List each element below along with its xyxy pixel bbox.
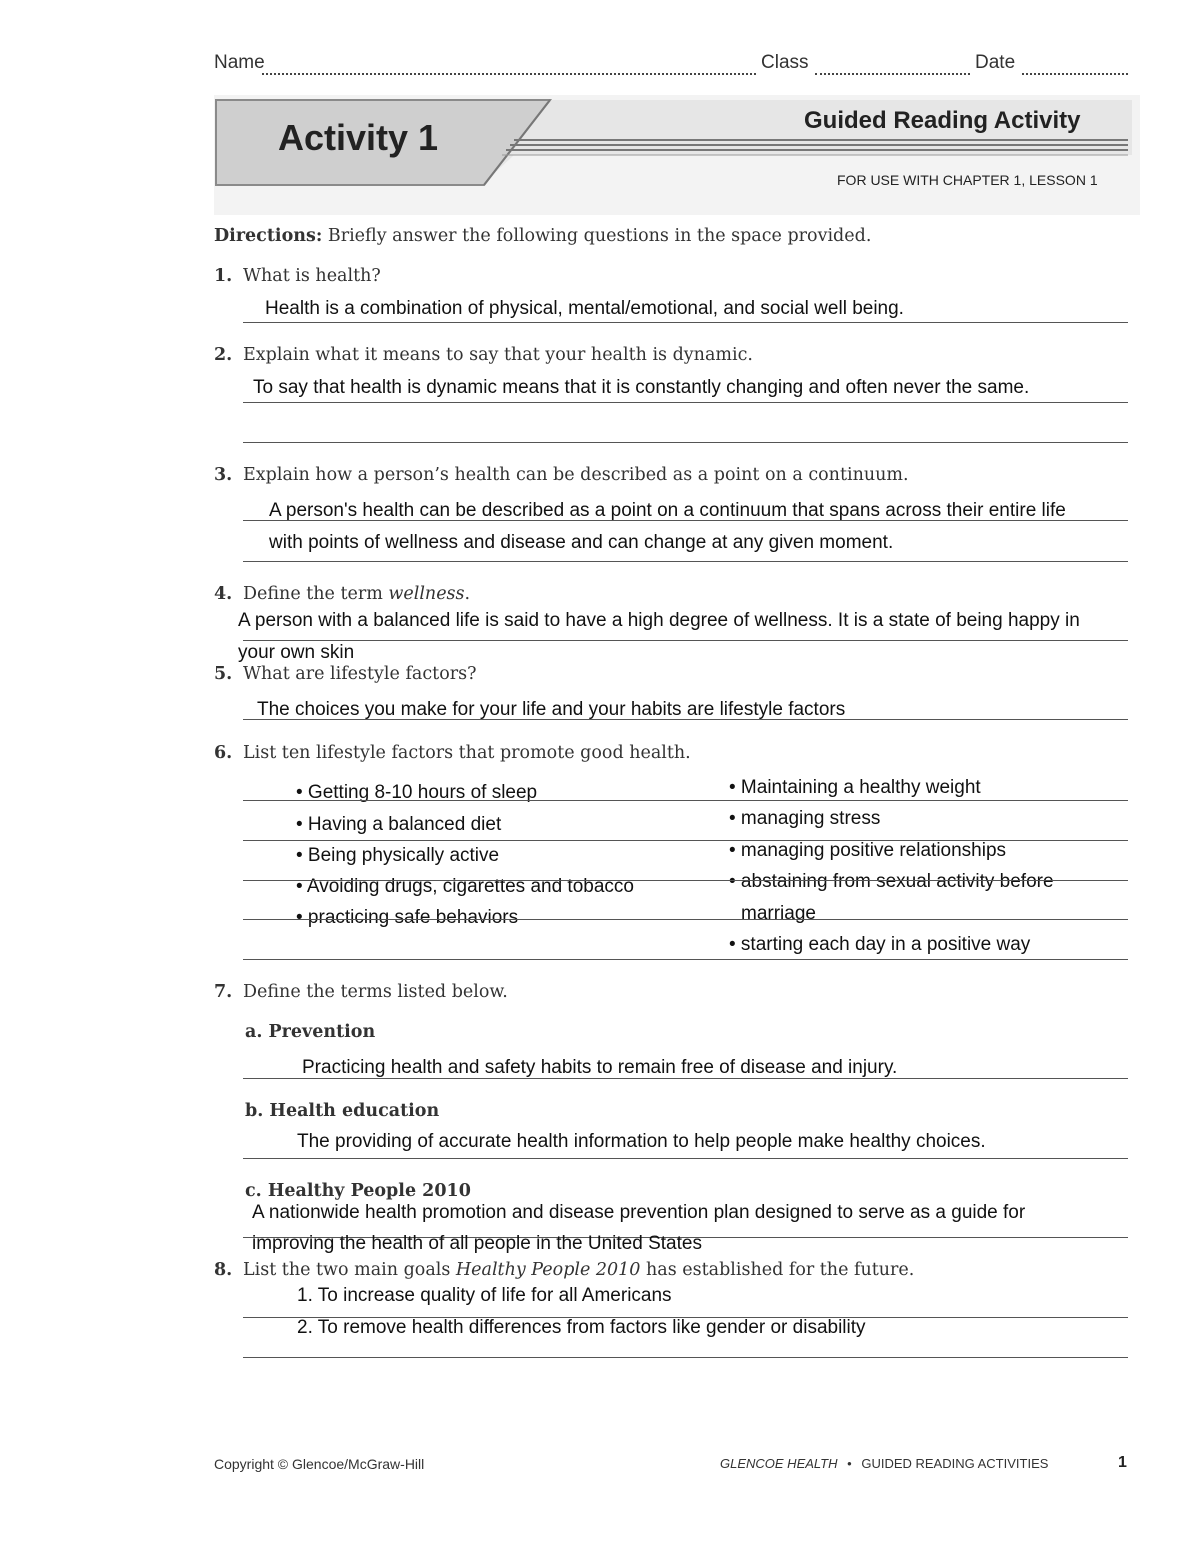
- question-number: 8.: [214, 1260, 233, 1280]
- answer-4-line-1[interactable]: A person with a balanced life is said to have a high degree of wellness. It is a state of being happy in: [238, 610, 1080, 631]
- date-label: Date: [975, 52, 1016, 73]
- directions: [214, 226, 871, 246]
- question-text: What is health?: [243, 266, 381, 286]
- answer-line: [243, 402, 1128, 403]
- question-text: Explain how a person’s health can be described as a point on a continuum.: [243, 465, 909, 485]
- name-label: Name: [214, 52, 265, 73]
- question-number: 7.: [214, 982, 233, 1002]
- copyright-notice: Copyright © Glencoe/McGraw-Hill: [214, 1456, 425, 1472]
- name-field[interactable]: [262, 73, 756, 75]
- answer-3-line-2[interactable]: with points of wellness and disease and can change at any given moment.: [269, 532, 894, 553]
- term-prevention-label: a. Prevention: [245, 1022, 376, 1042]
- answer-line: [243, 520, 1128, 521]
- answer-7c-line-2[interactable]: improving the health of all people in the United States: [252, 1233, 702, 1254]
- answer-line: [243, 1357, 1128, 1358]
- question-text-end: has established for the future.: [640, 1260, 915, 1280]
- question-number: 5.: [214, 664, 233, 684]
- answer-2[interactable]: To say that health is dynamic means that it is constantly changing and often never the same.: [253, 377, 1030, 398]
- question-number: 1.: [214, 266, 233, 286]
- answer-line: [243, 561, 1128, 562]
- question-text: Define the terms listed below.: [243, 982, 508, 1002]
- answer-8-goal-2[interactable]: 2. To remove health differences from factors like gender or disability: [297, 1317, 866, 1338]
- answer-line: [243, 919, 1128, 920]
- answer-7c-line-1[interactable]: A nationwide health promotion and disease prevention plan designed to serve as a guide for: [252, 1202, 1026, 1223]
- question-1: [214, 266, 381, 286]
- answer-line: [243, 442, 1128, 443]
- footer-bullet: •: [847, 1456, 852, 1471]
- question-text: Explain what it means to say that your health is dynamic.: [243, 345, 753, 365]
- question-2: [214, 345, 753, 365]
- lifestyle-factor-right-4[interactable]: • abstaining from sexual activity before: [729, 871, 1054, 892]
- class-label: Class: [761, 52, 809, 73]
- answer-7a[interactable]: Practicing health and safety habits to remain free of disease and injury.: [302, 1057, 898, 1078]
- question-term: wellness: [388, 584, 465, 604]
- activity-banner: [214, 95, 1140, 215]
- answer-8-goal-1[interactable]: 1. To increase quality of life for all Americans: [297, 1285, 672, 1306]
- question-7: [214, 982, 508, 1002]
- directions-text: Briefly answer the following questions in the space provided.: [327, 226, 872, 246]
- question-4: [214, 584, 470, 604]
- answer-3-line-1[interactable]: A person's health can be described as a point on a continuum that spans across their entire life: [269, 500, 1066, 521]
- lifestyle-factor-left-1[interactable]: • Getting 8-10 hours of sleep: [296, 782, 538, 803]
- question-text: Define the term: [243, 584, 389, 604]
- book-title: GLENCOE HEALTH: [720, 1456, 838, 1471]
- lifestyle-factor-left-3[interactable]: • Being physically active: [296, 845, 500, 866]
- page-number: 1: [1118, 1454, 1127, 1471]
- question-5: [214, 664, 476, 684]
- question-6: [214, 743, 691, 763]
- question-text: What are lifestyle factors?: [243, 664, 477, 684]
- activity-subtitle: FOR USE WITH CHAPTER 1, LESSON 1: [837, 172, 1098, 188]
- question-number: 3.: [214, 465, 233, 485]
- lifestyle-factor-right-5[interactable]: • starting each day in a positive way: [729, 934, 1031, 955]
- question-number: 4.: [214, 584, 233, 604]
- section-title: GUIDED READING ACTIVITIES: [861, 1456, 1049, 1471]
- term-health-education-label: b. Health education: [245, 1101, 440, 1121]
- activity-title: Activity 1: [278, 117, 439, 158]
- running-footer: [720, 1456, 1048, 1471]
- question-number: 6.: [214, 743, 233, 763]
- question-text-end: .: [464, 584, 471, 604]
- lifestyle-factor-left-4[interactable]: • Avoiding drugs, cigarettes and tobacco: [296, 876, 634, 897]
- answer-4-line-2[interactable]: your own skin: [238, 642, 355, 663]
- lifestyle-factor-right-1[interactable]: • Maintaining a healthy weight: [729, 777, 981, 798]
- lifestyle-factor-left-5[interactable]: • practicing safe behaviors: [296, 907, 519, 928]
- answer-line: [243, 840, 1128, 841]
- lifestyle-factor-right-4-cont[interactable]: marriage: [741, 903, 816, 924]
- answer-line: [243, 959, 1128, 960]
- lifestyle-factor-right-2[interactable]: • managing stress: [729, 808, 881, 829]
- answer-line: [243, 640, 1128, 641]
- question-text: List the two main goals: [243, 1260, 456, 1280]
- answer-line: [243, 1158, 1128, 1159]
- answer-5[interactable]: The choices you make for your life and your habits are lifestyle factors: [257, 699, 846, 720]
- question-title: Healthy People 2010: [455, 1260, 641, 1280]
- question-number: 2.: [214, 345, 233, 365]
- question-text: List ten lifestyle factors that promote good health.: [243, 743, 691, 763]
- answer-line: [243, 719, 1128, 720]
- question-3: [214, 465, 909, 485]
- answer-line: [243, 880, 1128, 881]
- date-field[interactable]: [1022, 73, 1128, 75]
- answer-1[interactable]: Health is a combination of physical, mental/emotional, and social well being.: [265, 298, 904, 319]
- activity-type-title: Guided Reading Activity: [804, 107, 1081, 134]
- directions-label: Directions:: [214, 226, 323, 246]
- answer-line: [243, 322, 1128, 323]
- class-field[interactable]: [815, 73, 970, 75]
- lifestyle-factor-left-2[interactable]: • Having a balanced diet: [296, 814, 502, 835]
- answer-7b[interactable]: The providing of accurate health information to help people make healthy choices.: [297, 1131, 986, 1152]
- lifestyle-factor-right-3[interactable]: • managing positive relationships: [729, 840, 1007, 861]
- term-healthy-people-label: c. Healthy People 2010: [245, 1181, 471, 1201]
- answer-line: [243, 800, 1128, 801]
- answer-line: [243, 1078, 1128, 1079]
- question-8: [214, 1260, 914, 1280]
